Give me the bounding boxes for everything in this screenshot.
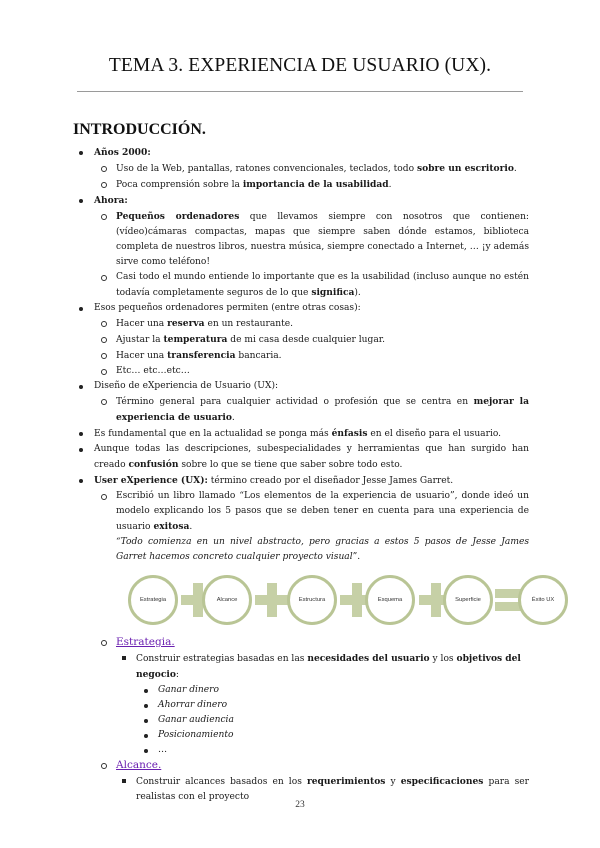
goals-list bbox=[136, 683, 529, 758]
sub-list bbox=[94, 394, 529, 426]
bold-text: necesidades del usuario bbox=[307, 653, 430, 664]
bold-text: requerimientos bbox=[306, 776, 386, 787]
title-divider bbox=[77, 91, 523, 92]
text: . bbox=[189, 522, 193, 532]
bold-text: Pequeños ordenadores bbox=[116, 211, 240, 222]
quote-text: “Todo comienza en un nivel abstracto, pero gracias a estos 5 pasos de Jesse James Garret hacemos concreto cualquier proyecto visual bbox=[116, 537, 529, 562]
text: Hacer una bbox=[116, 319, 168, 329]
list-item bbox=[116, 651, 529, 758]
bold-text: importancia de la usabilidad bbox=[242, 179, 389, 190]
text: ). bbox=[354, 288, 361, 298]
step-circle-alcance: Alcance bbox=[202, 575, 252, 625]
ux-steps-diagram bbox=[128, 572, 555, 628]
bold-text: confusión bbox=[128, 459, 179, 470]
text: Casi todo el mundo entiende lo importante que es la usabilidad (incluso aunque no estén todavía completamente seguros de lo que bbox=[116, 272, 529, 298]
goal-item: Ahorrar dinero bbox=[136, 698, 529, 713]
text: para ser realistas con el proyecto bbox=[136, 777, 529, 802]
bold-text: User eXperience (UX): bbox=[94, 475, 208, 486]
text: Ajustar la bbox=[116, 335, 164, 345]
estrategia-link[interactable]: Estrategia. bbox=[116, 636, 175, 648]
goal-item: … bbox=[136, 743, 529, 758]
section-heading: INTRODUCCIÓN. bbox=[73, 121, 206, 138]
text: . bbox=[231, 413, 235, 423]
list-item bbox=[94, 332, 529, 348]
goal-item: Ganar audiencia bbox=[136, 713, 529, 728]
bold-text: significa bbox=[311, 287, 355, 298]
step-circle-superficie: Superficie bbox=[443, 575, 493, 625]
list-item bbox=[94, 209, 529, 270]
bold-text: mejorar la experiencia de usuario bbox=[116, 396, 529, 423]
text: . bbox=[513, 164, 517, 174]
text: Etc… etc…etc… bbox=[116, 366, 190, 376]
text: Es fundamental que en la actualidad se ponga más bbox=[94, 429, 332, 439]
goal-item: Ganar dinero bbox=[136, 683, 529, 698]
bold-text: temperatura bbox=[163, 334, 228, 345]
text: sobre lo que se tiene que saber sobre todo esto. bbox=[178, 460, 403, 470]
text: Uso de la Web, pantallas, ratones convencionales, teclados, todo bbox=[116, 164, 417, 174]
list-item-alcance bbox=[94, 758, 529, 805]
list-item-diseno-ux bbox=[73, 379, 529, 426]
bullet-label: Diseño de eXperiencia de Usuario (UX): bbox=[94, 381, 279, 391]
list-item bbox=[94, 394, 529, 426]
bold-text: objetivos del negocio bbox=[136, 653, 521, 680]
text: que llevamos siempre con nosotros que contienen: (vídeo)cámaras compactas, mapas que siempre saben dónde estamos, biblioteca completa de nuestros libros, nuestra música, siempre conectado a Internet, … ¡y además sirve como teléfono! bbox=[116, 212, 529, 267]
text: de mi casa desde cualquier lugar. bbox=[227, 335, 385, 345]
text: bancaria. bbox=[235, 351, 282, 361]
text: Construir estrategias basadas en las bbox=[136, 654, 308, 664]
bold-text: especificaciones bbox=[400, 776, 484, 787]
bold-text: énfasis bbox=[331, 428, 368, 439]
page-number: 23 bbox=[295, 800, 305, 810]
list-item-estrategia bbox=[94, 635, 529, 758]
step-circle-estructura: Estructura bbox=[287, 575, 337, 625]
sub-list-steps bbox=[94, 635, 529, 805]
text: y bbox=[385, 777, 401, 787]
text: término creado por el diseñador Jesse James Garret. bbox=[207, 476, 454, 486]
goal-item: Posicionamiento bbox=[136, 728, 529, 743]
list-item-aunque bbox=[73, 442, 529, 473]
bold-text: sobre un escritorio bbox=[416, 163, 514, 174]
list-item-fundamental bbox=[73, 426, 529, 442]
list-item bbox=[94, 177, 529, 193]
sub-list bbox=[94, 209, 529, 301]
list-item bbox=[94, 161, 529, 177]
list-item-ahora bbox=[73, 193, 529, 301]
bullet-label: Años 2000: bbox=[94, 147, 151, 158]
text: . bbox=[388, 180, 392, 190]
bullet-label: Ahora: bbox=[94, 195, 128, 206]
text: en un restaurante. bbox=[204, 319, 294, 329]
list-item-user-experience bbox=[73, 473, 555, 805]
plus-icon bbox=[255, 583, 289, 617]
list-item bbox=[94, 316, 529, 332]
alcance-link[interactable]: Alcance. bbox=[116, 759, 162, 771]
step-circle-exito-ux: Éxito UX bbox=[518, 575, 568, 625]
text: en el diseño para el usuario. bbox=[367, 429, 502, 439]
bullet-label: Esos pequeños ordenadores permiten (entre otras cosas): bbox=[94, 303, 361, 313]
main-content bbox=[73, 145, 555, 805]
text: Término general para cualquier actividad o profesión que se centra en bbox=[116, 397, 474, 407]
list-item bbox=[94, 348, 529, 364]
sub-list bbox=[94, 316, 529, 379]
main-bullet-list bbox=[73, 145, 555, 805]
list-item-anios-2000 bbox=[73, 145, 529, 193]
sub-sub-list bbox=[116, 651, 529, 758]
text: Aunque todas las descripciones, subespecialidades y herramientas que han surgido han creado bbox=[94, 444, 529, 470]
text: Poca comprensión sobre la bbox=[116, 180, 243, 190]
list-item bbox=[94, 489, 529, 565]
text: Hacer una bbox=[116, 351, 168, 361]
sub-list bbox=[94, 161, 529, 193]
step-circle-estrategia: Estrategia bbox=[128, 575, 178, 625]
list-item bbox=[94, 364, 529, 379]
bold-text: transferencia bbox=[167, 350, 236, 361]
bold-text: exitosa bbox=[153, 521, 190, 532]
page-title: TEMA 3. EXPERIENCIA DE USUARIO (UX). bbox=[108, 55, 492, 76]
text: Construir alcances basados en los bbox=[136, 777, 307, 787]
bold-text: reserva bbox=[167, 318, 205, 329]
quote-end: ”. bbox=[352, 552, 361, 562]
list-item-pequenos-ordenadores bbox=[73, 301, 529, 379]
garret-quote bbox=[116, 535, 529, 565]
text: : bbox=[175, 670, 179, 680]
text: Escribió un libro llamado “Los elementos de la experiencia de usuario”, donde ideó un modelo explicando los 5 pasos que se deben tener en cuenta para una experiencia de usuario bbox=[116, 491, 529, 532]
sub-list bbox=[94, 489, 529, 565]
text: y los bbox=[429, 654, 457, 664]
step-circle-esquema: Esquema bbox=[365, 575, 415, 625]
list-item bbox=[94, 270, 529, 301]
